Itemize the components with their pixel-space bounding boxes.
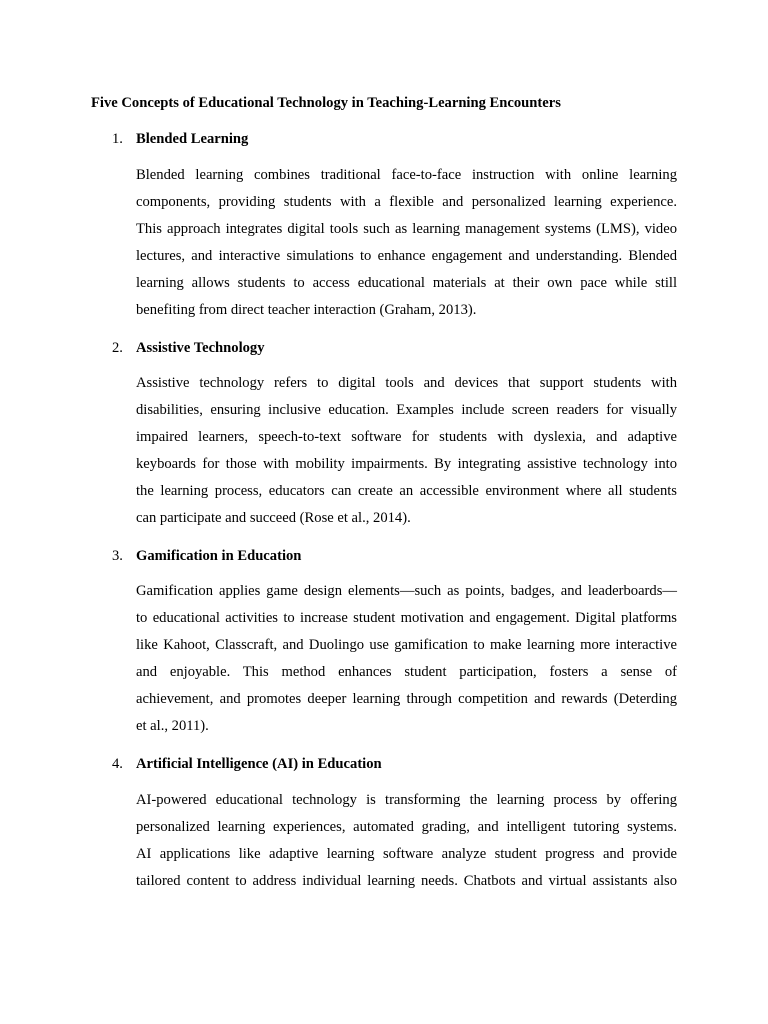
- paragraph-line: disabilities, ensuring inclusive education. Examples include screen readers for visually: [136, 402, 677, 418]
- section-paragraph-2: [136, 370, 677, 532]
- paragraph-line: personalized learning experiences, automated grading, and intelligent tutoring systems.: [136, 819, 677, 835]
- paragraph-line: lectures, and interactive simulations to enhance engagement and understanding. Blended: [136, 248, 677, 264]
- section-paragraph-1: [136, 162, 677, 324]
- paragraph-line: can participate and succeed (Rose et al., 2014).: [136, 510, 411, 526]
- section-number: 1.: [112, 131, 123, 147]
- section-number: 4.: [112, 756, 123, 772]
- paragraph-line: achievement, and promotes deeper learning through competition and rewards (Deterding: [136, 691, 677, 707]
- paragraph-line: to educational activities to increase student motivation and engagement. Digital platforms: [136, 610, 677, 626]
- paragraph-line: tailored content to address individual learning needs. Chatbots and virtual assistants also: [136, 873, 677, 889]
- paragraph-line: like Kahoot, Classcraft, and Duolingo use gamification to make learning more interactive: [136, 637, 677, 653]
- paragraph-line: keyboards for those with mobility impairments. By integrating assistive technology into: [136, 456, 677, 472]
- paragraph-line: components, providing students with a flexible and personalized learning experience.: [136, 194, 677, 210]
- section-heading-text: Artificial Intelligence (AI) in Education: [136, 756, 382, 772]
- section-heading-1: [91, 129, 248, 149]
- section-heading-text: Blended Learning: [136, 131, 249, 147]
- paragraph-line: Gamification applies game design elements—such as points, badges, and leaderboards—: [136, 583, 677, 599]
- section-heading-4: [91, 754, 382, 774]
- section-heading-2: [91, 338, 265, 358]
- paragraph-line: et al., 2011).: [136, 718, 209, 734]
- paragraph-line: and enjoyable. This method enhances student participation, fosters a sense of: [136, 664, 677, 680]
- section-heading-text: Assistive Technology: [136, 340, 265, 356]
- paragraph-line: AI applications like adaptive learning software analyze student progress and provide: [136, 846, 677, 862]
- paragraph-line: learning allows students to access educational materials at their own pace while still: [136, 275, 677, 291]
- paragraph-line: AI-powered educational technology is transforming the learning process by offering: [136, 792, 677, 808]
- section-number: 2.: [112, 340, 123, 356]
- paragraph-line: the learning process, educators can create an accessible environment where all students: [136, 483, 677, 499]
- paragraph-line: impaired learners, speech-to-text software for students with dyslexia, and adaptive: [136, 429, 677, 445]
- section-heading-text: Gamification in Education: [136, 548, 302, 564]
- paragraph-line: Blended learning combines traditional face-to-face instruction with online learning: [136, 167, 677, 183]
- document-title: Five Concepts of Educational Technology in Teaching-Learning Encounters: [91, 95, 561, 111]
- section-heading-3: [91, 546, 301, 566]
- section-paragraph-4: [136, 787, 677, 895]
- section-number: 3.: [112, 548, 123, 564]
- section-paragraph-3: [136, 578, 677, 740]
- paragraph-line: This approach integrates digital tools such as learning management systems (LMS), video: [136, 221, 677, 237]
- paragraph-line: benefiting from direct teacher interaction (Graham, 2013).: [136, 302, 477, 318]
- paragraph-line: Assistive technology refers to digital tools and devices that support students with: [136, 375, 677, 391]
